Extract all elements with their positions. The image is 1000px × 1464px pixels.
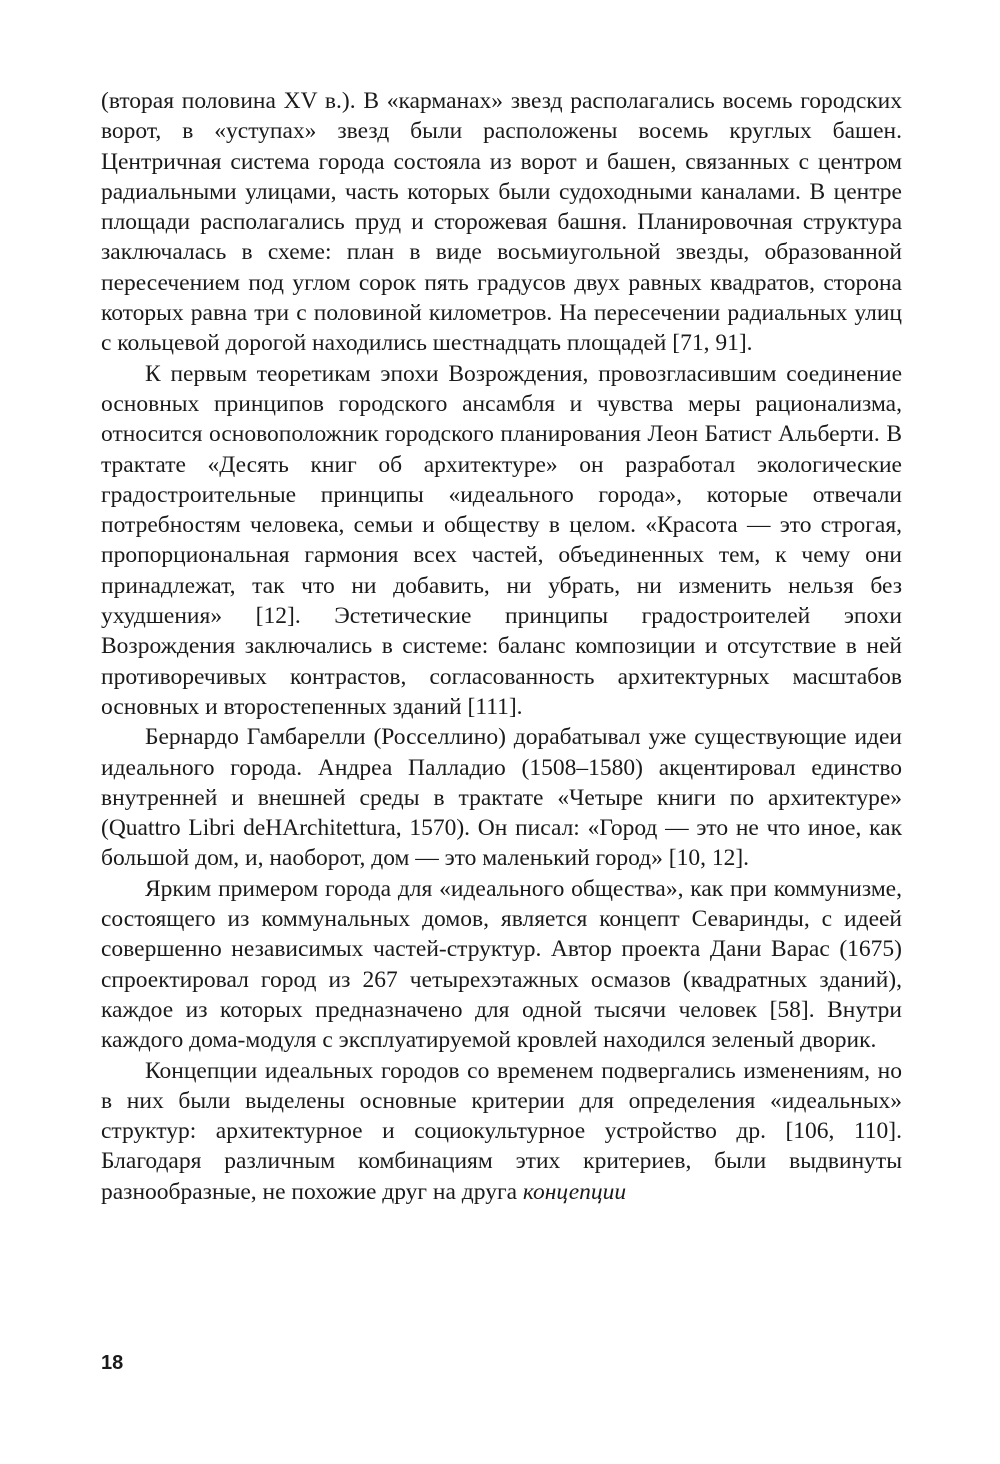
paragraph-3: Бернардо Гамбарелли (Росселлино) дорабатывал уже существующие идеи идеального города. Андреа Палладио (1508–1580) акцентировал единство внутренней и внешней среды в трактате «Четыре книги по архитектуре» (Quattro Libri deHArchitettura, 1570). Он писал: «Город — это не что иное, как большой дом, и, наоборот, дом — это маленький город» [10, 12]. (101, 724, 902, 872)
paragraph-1: (вторая половина XV в.). В «карманах» звезд располагались восемь городских ворот, в «уступах» звезд были расположены восемь круглых башен. Центричная система города состояла из ворот и башен, связанных с центром радиальными улицами, часть которых были судоходными каналами. В центре площади располагались пруд и сторожевая башня. Планировочная структура заключалась в схеме: план в виде восьмиугольной звезды, образованной пересечением под углом сорок пять градусов двух равных квадратов, сторона которых равна три с половиной километров. На пересечении радиальных улиц с кольцевой дорогой находились шестнадцать площадей [71, 91]. (101, 88, 902, 357)
paragraph-5-italic-word: концепции (522, 1178, 627, 1205)
paragraph-4: Ярким примером города для «идеального общества», как при коммунизме, состоящего из коммунальных домов, является концепт Севаринды, с идеей совершенно независимых частей-структур. Автор проекта Дани Варас (1675) спроектировал город из 267 четырехэтажных осмазов (квадратных зданий), каждое из которых предназначено для одной тысячи человек [58]. Внутри каждого дома-модуля с эксплуатируемой кровлей находился зеленый дворик. (101, 875, 902, 1054)
body-text (101, 86, 902, 1207)
paragraph-5-text: Концепции идеальных городов со временем подвергались изменениям, но в них были выделены основные критерии для определения «идеальных» структур: архитектурное и социокультурное устройство др. [106, 110]. Благодаря различным комбинациям этих критериев, были выдвинуты разнообразные, не похожие друг на друга (101, 1057, 902, 1205)
page-number: 18 (101, 1352, 124, 1374)
paragraph-2: К первым теоретикам эпохи Возрождения, провозгласившим соединение основных принципов городского ансамбля и чувства меры рационализма, относится основоположник городского планирования Леон Батист Альберти. В трактате «Десять книг об архитектуре» он разработал экологические градостроительные принципы «идеального города», которые отвечали потребностям человека, семьи и обществу в целом. «Красота — это строгая, пропорциональная гармония всех частей, объединенных тем, к чему они принадлежат, так что ни добавить, ни убрать, ни изменить нельзя без ухудшения» [12]. Эстетические принципы градостроителей эпохи Возрождения заключались в системе: баланс композиции и отсутствие в ней противоречивых контрастов, согласованность архитектурных масштабов основных и второстепенных зданий [111]. (101, 360, 902, 720)
paragraph-5 (101, 1056, 902, 1207)
